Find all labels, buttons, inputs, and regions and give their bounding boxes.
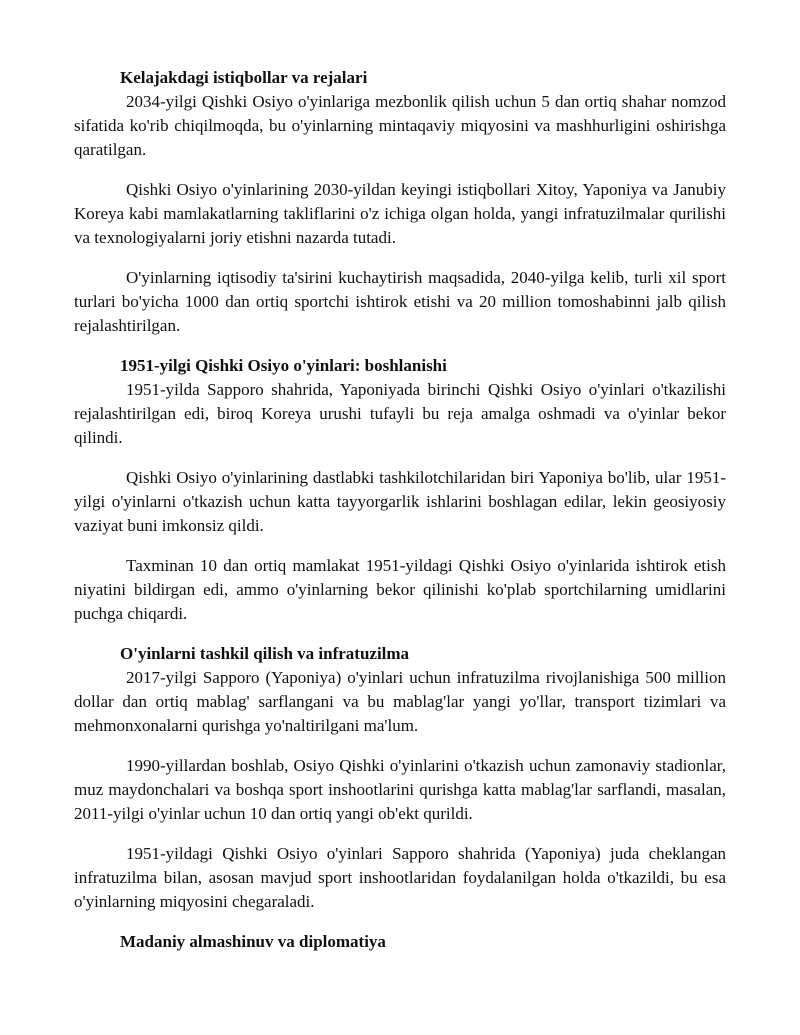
paragraph: O'yinlarning iqtisodiy ta'sirini kuchaytirish maqsadida, 2040-yilga kelib, turli xil sport turlari bo'yicha 1000 dan ortiq sportchi ishtirok etishi va 20 million tomoshabinni jalb qilish rejalashtirilgan. [74,268,726,335]
paragraph: Taxminan 10 dan ortiq mamlakat 1951-yildagi Qishki Osiyo o'yinlarida ishtirok etish niyatini bildirgan edi, ammo o'yinlarning bekor qilinishi ko'plab sportchilarning umidlarini puchga chiqardi. [74,556,726,623]
paragraph: 1990-yillardan boshlab, Osiyo Qishki o'yinlarini o'tkazish uchun zamonaviy stadionlar, muz maydonchalari va boshqa sport inshootlarini qurishga katta mablag'lar sarflandi, masalan, 2011-yilgi o'yinlar uchun 10 dan ortiq yangi ob'ekt qurildi. [74,756,726,823]
section-heading: 1951-yilgi Qishki Osiyo o'yinlari: boshlanishi [120,356,447,375]
section-heading: Madaniy almashinuv va diplomatiya [120,932,386,951]
paragraph: Qishki Osiyo o'yinlarining dastlabki tashkilotchilaridan biri Yaponiya bo'lib, ular 1951-yilgi o'yinlarni o'tkazish uchun katta tayyorgarlik ishlarini boshlagan edilar, lekin geosiyosiy vaziyat buni imkonsiz qildi. [74,468,726,535]
section-organization-infrastructure [74,642,726,914]
section-heading: Kelajakdagi istiqbollar va rejalari [120,68,368,87]
paragraph: 2034-yilgi Qishki Osiyo o'yinlariga mezbonlik qilish uchun 5 dan ortiq shahar nomzod sifatida ko'rib chiqilmoqda, bu o'yinlarning mintaqaviy miqyosini va mashhurligini oshirishga qaratilgan. [74,92,726,159]
paragraph: Qishki Osiyo o'yinlarining 2030-yildan keyingi istiqbollari Xitoy, Yaponiya va Janubiy Koreya kabi mamlakatlarning takliflarini o'z ichiga olgan holda, yangi infratuzilmalar qurilishi va texnologiyalarni joriy etishni nazarda tutadi. [74,180,726,247]
paragraph: 1951-yildagi Qishki Osiyo o'yinlari Sapporo shahrida (Yaponiya) juda cheklangan infratuzilma bilan, asosan mavjud sport inshootlaridan foydalanilgan holda o'tkazildi, bu esa o'yinlarning miqyosini chegaraladi. [74,844,726,911]
paragraph: 1951-yilda Sapporo shahrida, Yaponiyada birinchi Qishki Osiyo o'yinlari o'tkazilishi rejalashtirilgan edi, biroq Koreya urushi tufayli bu reja amalga oshmadi va o'yinlar bekor qilindi. [74,380,726,447]
document-page [74,66,726,954]
section-heading: O'yinlarni tashkil qilish va infratuzilma [120,644,410,663]
section-1951-beginning [74,354,726,626]
paragraph: 2017-yilgi Sapporo (Yaponiya) o'yinlari uchun infratuzilma rivojlanishiga 500 million dollar dan ortiq mablag' sarflangani va bu mablag'lar yangi yo'llar, transport tizimlari va mehmonxonalarni qurishga yo'naltirilgani ma'lum. [74,668,726,735]
section-future-prospects [74,66,726,338]
section-cultural-exchange [74,930,726,954]
